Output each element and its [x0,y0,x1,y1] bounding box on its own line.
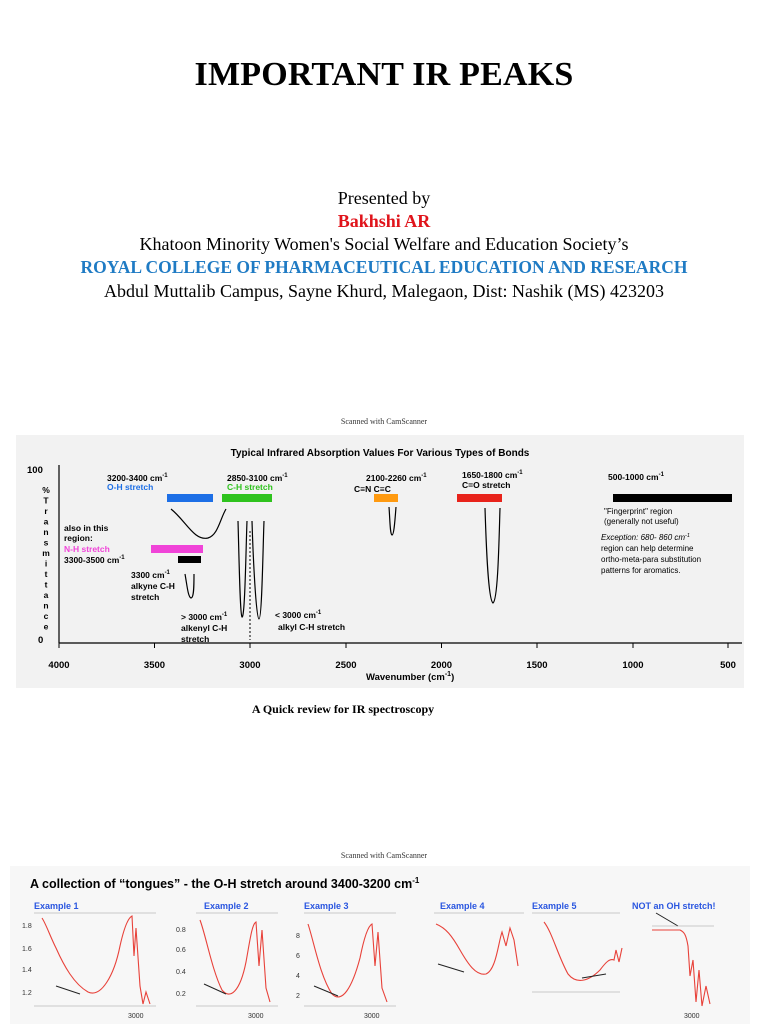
y-title-letter: s [43,537,49,548]
fingerprint-bar [613,494,732,502]
x-axis-title: Wavenumber $(cm^{-1})$ [366,671,455,683]
oh-stretch-label: O-H stretch [107,482,154,492]
ch-stretch-label: C-H stretch [227,482,273,492]
alkyl-line2: alkyl C-H stretch [278,622,346,632]
ex3-tick-2: 6 [296,953,300,960]
alkenyl-line3: stretch [181,634,210,644]
triple-bonds-label: C≡N C≡C [354,484,391,494]
nh-stretch-bar [151,545,203,553]
nh-range-label: 3300-3500 $cm^{-1}$ [64,555,125,565]
co-stretch-curve [485,508,500,603]
not-oh-label: NOT an OH stretch! [632,901,716,911]
exception-line3: ortho-meta-para substitution [601,555,702,564]
example-4-label: Example 4 [440,901,485,911]
triple-bond-bar [374,494,398,502]
scan-watermark-2: Scanned with CamScanner [340,851,428,860]
example-1-label: Example 1 [34,901,79,911]
co-stretch-label: C=O stretch [462,480,511,490]
example-4-panel [434,901,524,974]
alkyne-ch-bar [178,556,201,563]
ex1-tick-4: 1.2 [22,990,32,997]
ex2-tick-3: 0.4 [176,969,186,976]
triple-bond-curve [389,507,396,535]
alkyl-line1: < 3000 $cm^{-1}$ [275,610,322,620]
ir-absorption-figure [16,435,744,688]
ex2-x-tick: 3000 [248,1013,264,1020]
ex1-x-tick: 3000 [128,1013,144,1020]
alkenyl-line1: > 3000 $cm^{-1}$ [181,612,228,622]
y-title-letter: r [44,506,48,516]
ch-range-label: 2850-3100 $cm^{-1}$ [227,473,288,483]
ex2-tick-4: 0.2 [176,991,186,998]
x-tick-2500: 2500 [335,660,357,671]
y-title-letter: i [44,558,48,569]
not-oh-x-tick: 3000 [684,1013,700,1020]
fingerprint-range-label: 500-1000 $cm^{-1}$ [608,472,664,482]
x-tick-1000: 1000 [622,660,644,671]
ex3-tick-4: 2 [296,993,300,1000]
society-name: Khatoon Minority Women's Social Welfare and Education Society’s [139,234,629,254]
co-range-label: 1650-1800 $cm^{-1}$ [462,470,523,480]
ex3-x-tick: 3000 [364,1013,380,1020]
x-tick-3500: 3500 [143,660,166,671]
y-top-label: 100 [27,465,43,476]
fingerprint-note-2: (generally not useful) [604,517,679,526]
example-3-label: Example 3 [304,901,349,911]
x-tick-500: 500 [720,660,736,671]
figure1-caption: A Quick review for IR spectroscopy [251,702,435,716]
x-tick-3000: 3000 [239,660,261,671]
exception-line4: patterns for aromatics. [601,566,681,575]
example-2-label: Example 2 [204,901,249,911]
y-bottom-label: 0 [38,635,44,646]
page-title: IMPORTANT IR PEAKS [194,56,574,93]
y-axis-title [42,485,50,632]
figure1-title: Typical Infrared Absorption Values For Various Types of Bonds [230,448,530,459]
college-name: ROYAL COLLEGE OF PHARMACEUTICAL EDUCATION AND RESEARCH [80,257,688,277]
y-title-letter: t [44,569,48,579]
y-title-letter: m [42,548,50,558]
scan-watermark-1: Scanned with CamScanner [340,417,428,426]
ex2-tick-2: 0.6 [176,947,186,954]
exception-line1: Exception: 680- 860 $cm^{-1}$ [601,533,690,542]
ex2-tick-1: 0.8 [176,927,186,934]
ex1-tick-2: 1.6 [22,946,32,953]
example-5-panel [532,901,622,992]
alkyne-line3: stretch [131,592,160,602]
fingerprint-note-1: "Fingerprint" region [604,507,673,516]
y-title-letter: c [43,611,49,621]
y-title-letter: a [43,516,49,527]
x-tick-1500: 1500 [526,660,548,671]
alkyl-ch-curve [252,521,264,619]
figure2-title: A collection of “tongues” - the O-H stretch around 3400-3200 $cm^{-1}$ [30,876,420,891]
oh-absorption-curve [171,509,226,538]
address: Abdul Muttalib Campus, Sayne Khurd, Malegaon, Dist: Nashik (MS) 423203 [104,281,664,301]
ex3-tick-3: 4 [296,973,300,980]
y-title-letter: n [43,527,49,537]
not-oh-panel [632,901,716,1020]
nh-stretch-label: N-H stretch [64,544,110,554]
alkenyl-line2: alkenyl C-H [181,623,228,633]
y-title-letter: n [43,600,49,611]
oh-stretch-bar [167,494,213,502]
alkyne-ch-curve [185,574,194,598]
y-title-letter: % [42,485,50,495]
presented-by: Presented by [337,188,431,208]
y-title-letter: e [43,621,49,632]
y-title-letter: t [44,579,48,590]
alkyne-line2: alkyne C-H [131,581,175,591]
example-1-panel [22,901,156,1020]
oh-range-label: 3200-3400 $cm^{-1}$ [107,473,168,483]
author-name: Bakhshi AR [337,211,431,231]
alkenyl-ch-curve [238,521,247,617]
co-stretch-bar [457,494,502,502]
example-3-panel [296,901,396,1020]
y-title-letter: T [43,495,49,506]
example-5-label: Example 5 [532,901,577,911]
x-tick-4000: 4000 [48,660,70,671]
also-region-line1: also in this [64,523,109,533]
triple-range-label: 2100-2260 $cm^{-1}$ [366,473,427,483]
exception-line2: region can help determine [601,544,694,553]
ch-stretch-bar [222,494,272,502]
y-title-letter: a [43,590,49,600]
oh-tongues-figure [10,866,750,1024]
also-region-line2: region: [64,533,93,543]
alkyne-line1: 3300 $cm^{-1}$ [131,570,170,580]
ex1-tick-3: 1.4 [22,967,32,974]
example-2-panel [176,901,278,1020]
ex1-tick-1: 1.8 [22,923,32,930]
x-tick-2000: 2000 [430,660,453,671]
ex3-tick-1: 8 [296,933,300,940]
x-tick-marks [59,643,728,648]
